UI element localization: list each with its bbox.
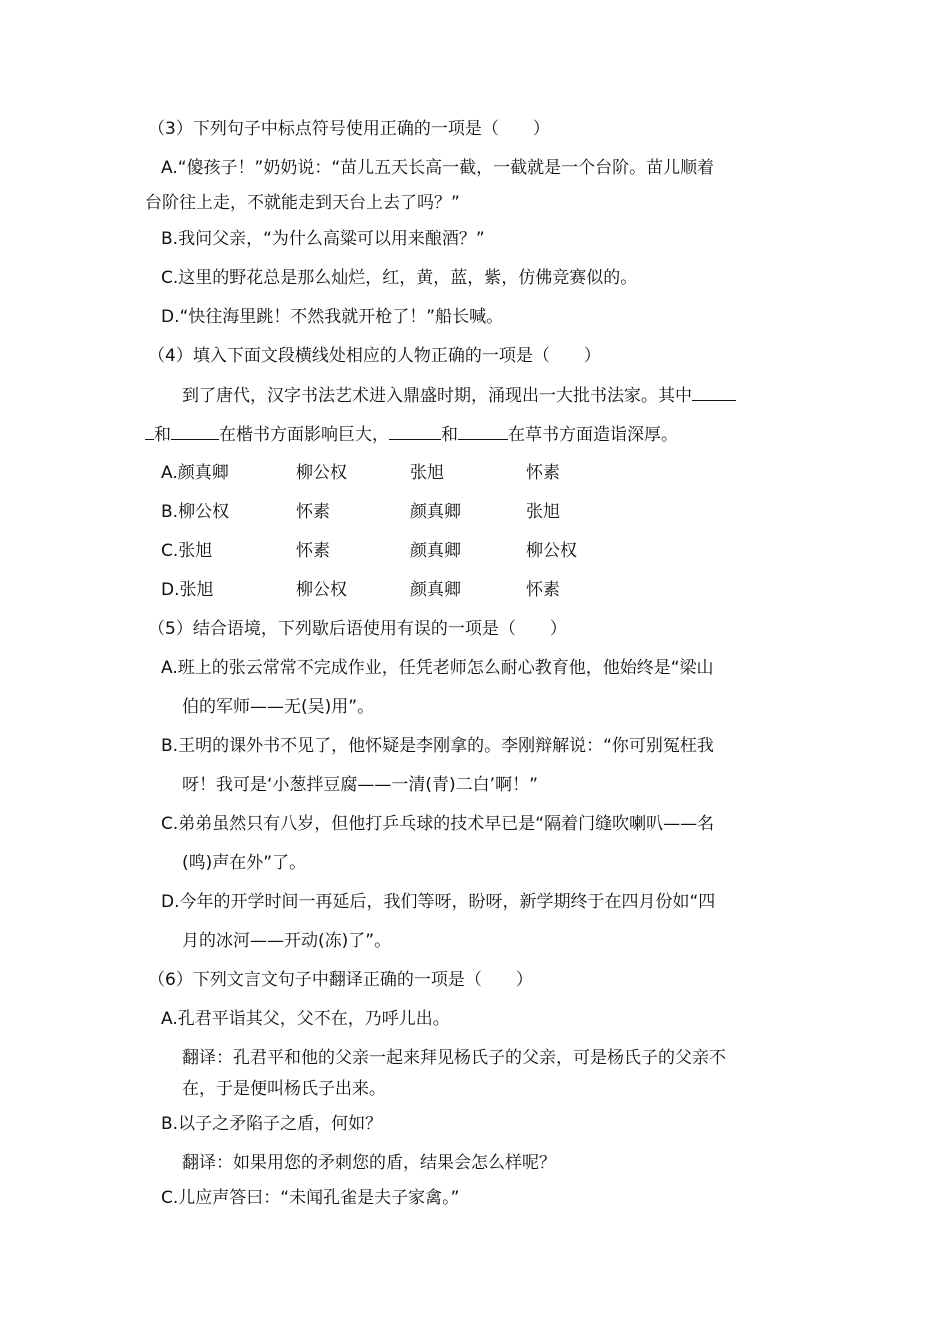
option-col-2: 柳公权: [296, 580, 347, 600]
blank-3: [389, 423, 441, 440]
q5-option-c-line1: C.弟弟虽然只有八岁，但他打乒乓球的技术早已是“隔着门缝吹喇叭——名: [161, 814, 715, 834]
q3-option-a-line2: 台阶往上走，不就能走到天台上去了吗？”: [145, 193, 460, 213]
option-col-2: 柳公权: [296, 463, 347, 483]
q4-passage-kaishu: 在楷书方面影响巨大，: [219, 425, 389, 445]
q5-option-d-line1: D.今年的开学时间一再延后，我们等呀，盼呀，新学期终于在四月份如“四: [161, 892, 716, 912]
q3-option-b: B.我问父亲，“为什么高粱可以用来酿酒？”: [161, 229, 485, 249]
q5-option-d-line2: 月的冰河——开动(冻)了”。: [182, 931, 392, 951]
q4-passage-and-2: 和: [441, 425, 458, 445]
q6-option-a-translation-line2: 在，于是便叫杨氏子出来。: [182, 1079, 386, 1099]
q5-option-a-line2: 伯的军师——无(吴)用”。: [182, 697, 375, 717]
q4-passage-line2: [145, 423, 678, 446]
option-label: D.张旭: [161, 580, 214, 600]
q6-option-a-translation-line1: 翻译：孔君平和他的父亲一起来拜见杨氏子的父亲，可是杨氏子的父亲不: [182, 1048, 726, 1068]
option-label: B.柳公权: [161, 502, 230, 522]
q3-option-d: D.“快往海里跳！不然我就开枪了！”船长喊。: [161, 307, 504, 327]
option-col-3: 张旭: [410, 463, 444, 483]
q4-passage-line1: [182, 384, 736, 407]
q6-option-a: A.孔君平诣其父，父不在，乃呼儿出。: [161, 1009, 450, 1029]
option-col-3: 颜真卿: [410, 502, 461, 522]
q5-stem: （5）结合语境，下列歇后语使用有误的一项是（ ）: [148, 619, 567, 639]
option-col-4: 怀素: [526, 463, 560, 483]
blank-4: [458, 423, 508, 440]
q4-stem: （4）填入下面文段横线处相应的人物正确的一项是（ ）: [148, 346, 601, 366]
q4-passage-and-1: 和: [154, 425, 171, 445]
option-label: A.颜真卿: [161, 463, 229, 483]
blank-1: [692, 384, 736, 401]
blank-2: [171, 423, 219, 440]
q3-option-c: C.这里的野花总是那么灿烂，红，黄，蓝，紫，仿佛竞赛似的。: [161, 268, 638, 288]
q5-option-b-line2: 呀！我可是‘小葱拌豆腐——一清(青)二白’啊！”: [182, 775, 538, 795]
option-label: C.张旭: [161, 541, 213, 561]
option-col-4: 怀素: [526, 580, 560, 600]
q5-option-c-line2: (鸣)声在外”了。: [182, 853, 307, 873]
q4-passage-text1: 到了唐代，汉字书法艺术进入鼎盛时期，涌现出一大批书法家。其中: [182, 386, 692, 406]
q6-stem: （6）下列文言文句子中翻译正确的一项是（ ）: [148, 970, 533, 990]
q3-stem: （3）下列句子中标点符号使用正确的一项是（ ）: [148, 119, 550, 139]
q5-option-a-line1: A.班上的张云常常不完成作业，任凭老师怎么耐心教育他，他始终是“梁山: [161, 658, 714, 678]
q5-option-b-line1: B.王明的课外书不见了，他怀疑是李刚拿的。李刚辩解说：“你可别冤枉我: [161, 736, 714, 756]
option-col-2: 怀素: [296, 541, 330, 561]
q3-option-a-line1: A.“傻孩子！”奶奶说：“苗儿五天长高一截，一截就是一个台阶。苗儿顺着: [161, 158, 715, 178]
q6-option-b-translation: 翻译：如果用您的矛刺您的盾，结果会怎么样呢？: [182, 1153, 556, 1173]
option-col-4: 柳公权: [526, 541, 577, 561]
option-col-2: 怀素: [296, 502, 330, 522]
option-col-3: 颜真卿: [410, 541, 461, 561]
option-col-4: 张旭: [526, 502, 560, 522]
q6-option-c: C.儿应声答曰：“未闻孔雀是夫子家禽。”: [161, 1188, 460, 1208]
q4-passage-caoshu: 在草书方面造诣深厚。: [508, 425, 678, 445]
q6-option-b: B.以子之矛陷子之盾，何如？: [161, 1114, 383, 1134]
blank-1-cont: [145, 423, 154, 440]
option-col-3: 颜真卿: [410, 580, 461, 600]
